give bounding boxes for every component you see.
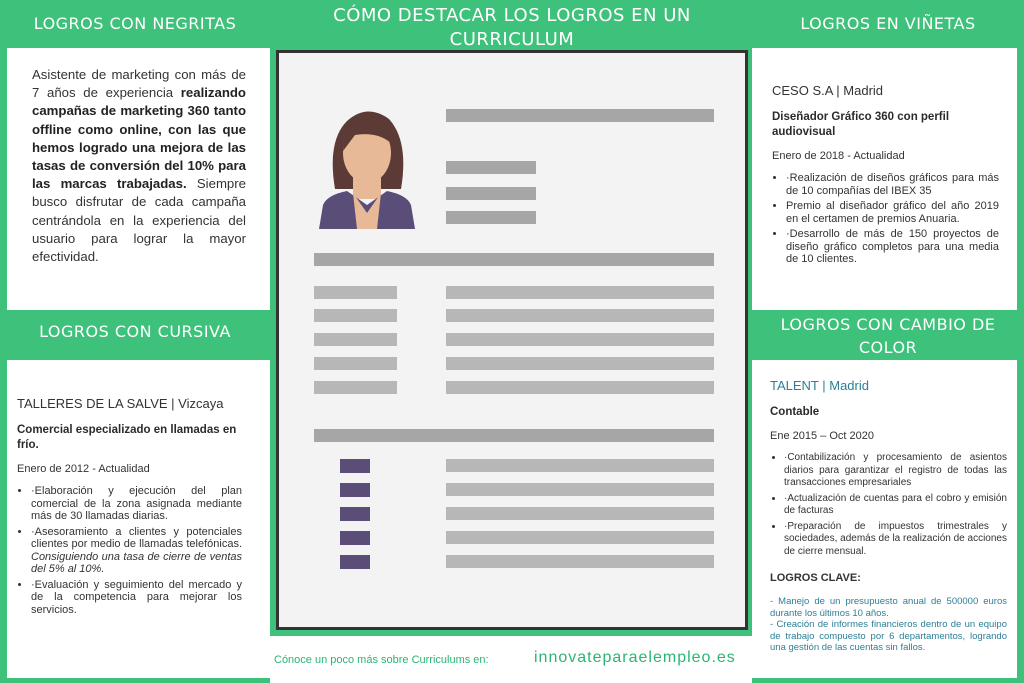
cv-text-line xyxy=(446,507,714,520)
summary-text-1: Asistente de marketing con más de 7 años de experiencia xyxy=(32,67,246,101)
header-bullets: LOGROS EN VIÑETAS xyxy=(800,14,976,33)
list-item: • ·Realización de diseños gráficos para más de 10 compañías del IBEX 35 xyxy=(786,172,999,197)
cv-label-line xyxy=(314,286,397,299)
company-name: TALLERES DE LA SALVE | Vizcaya xyxy=(17,396,224,411)
cv-label-line xyxy=(314,333,397,346)
cv-bullet-square xyxy=(340,507,370,521)
list-item: • ·Preparación de impuestos trimestrales y sociedades, además de la realización de acciones de cierre mensual. xyxy=(784,521,1007,559)
key-achievements-title: LOGROS CLAVE: xyxy=(770,572,861,584)
cv-text-line xyxy=(446,357,714,370)
cv-section-line xyxy=(314,429,714,442)
summary-text-2: Siempre busco disfrutar de cada campaña centrándola en la experiencia del usuario para lograr la mayor efectividad. xyxy=(32,176,246,265)
list-item: • ·Elaboración y ejecución del plan comercial de la zona asignada mediante más de 30 llamadas diarias. xyxy=(31,485,242,523)
cv-section-line xyxy=(314,253,714,266)
color-example-panel xyxy=(752,360,1017,678)
cv-label-line xyxy=(314,357,397,370)
company-name: TALENT | Madrid xyxy=(770,378,869,393)
bullets-example-panel xyxy=(752,48,1017,310)
list-item: • ·Evaluación y seguimiento del mercado y de la competencia para mejorar los servicios. xyxy=(31,579,242,617)
resume-illustration xyxy=(276,50,748,630)
cv-label-line xyxy=(314,381,397,394)
cv-text-line xyxy=(446,309,714,322)
cv-label-line xyxy=(314,309,397,322)
bold-example-panel xyxy=(7,48,270,310)
footer xyxy=(274,648,774,676)
list-item-text: ·Asesoramiento a clientes y potenciales clientes por medio de llamadas telefónicas. xyxy=(31,525,242,550)
italic-example-panel xyxy=(7,360,270,678)
cv-info-line xyxy=(446,161,536,174)
cv-name-line xyxy=(446,109,714,122)
cv-text-line xyxy=(446,555,714,568)
footer-link[interactable]: innovateparaelempleo.es xyxy=(534,649,736,666)
cv-info-line xyxy=(446,187,536,200)
cv-text-line xyxy=(446,333,714,346)
summary-bold-text: realizando campañas de marketing 360 tanto offline como online, con las que hemos logrado una mejora de las tasas de conversión del 10% para las marcas trabajadas. xyxy=(32,85,246,192)
cv-bullet-square xyxy=(340,459,370,473)
cv-text-line xyxy=(446,531,714,544)
cv-text-line xyxy=(446,381,714,394)
cv-bullet-square xyxy=(340,531,370,545)
header-italic: LOGROS CON CURSIVA xyxy=(39,322,231,341)
key-achievement: - Creación de informes financieros dentro de un equipo de trabajo compuesto por 6 departamentos, logrando una gestión de las cuentas sin fallos. xyxy=(770,619,1007,653)
list-item: • ·Actualización de cuentas para el cobro y emisión de facturas xyxy=(784,493,1007,518)
list-item xyxy=(31,526,242,576)
company-name: CESO S.A | Madrid xyxy=(772,83,884,98)
list-item: • Premio al diseñador gráfico del año 2019 en el certamen de premios Anuaria. xyxy=(786,200,999,225)
job-role: Diseñador Gráfico 360 con perfil audiovisual xyxy=(772,111,950,138)
cv-info-line xyxy=(446,211,536,224)
avatar-icon xyxy=(317,101,417,229)
header-color: LOGROS CON CAMBIO DE COLOR xyxy=(780,315,996,357)
italic-achievement: Consiguiendo una tasa de cierre de ventas del 5% al 10%. xyxy=(31,550,242,575)
cv-text-line xyxy=(446,483,714,496)
header-bold: LOGROS CON NEGRITAS xyxy=(33,14,237,33)
key-achievement: - Manejo de un presupuesto anual de 500000 euros durante los últimos 10 años. xyxy=(770,596,1007,619)
job-date: Enero de 2018 - Actualidad xyxy=(772,150,905,162)
cv-text-line xyxy=(446,286,714,299)
job-role: Contable xyxy=(770,406,820,418)
cv-bullet-square xyxy=(340,483,370,497)
job-date: Ene 2015 – Oct 2020 xyxy=(770,430,874,442)
achievements-list xyxy=(772,172,999,266)
list-item: • ·Contabilización y procesamiento de asientos diarios para garantizar el registro de todas las transacciones empresariales xyxy=(784,452,1007,490)
footer-text: Cónoce un poco más sobre Curriculums en: xyxy=(274,654,489,666)
job-role: Comercial especializado en llamadas en frío. xyxy=(17,424,237,451)
list-item: • ·Desarrollo de más de 150 proyectos de diseño gráfico completos para una media de 10 clientes. xyxy=(786,228,999,266)
cv-text-line xyxy=(446,459,714,472)
job-date: Enero de 2012 - Actualidad xyxy=(17,463,150,475)
page-title: CÓMO DESTACAR LOS LOGROS EN UN CURRICULUM xyxy=(333,5,691,50)
achievements-list xyxy=(17,485,242,616)
cv-bullet-square xyxy=(340,555,370,569)
achievements-list xyxy=(770,452,1007,558)
